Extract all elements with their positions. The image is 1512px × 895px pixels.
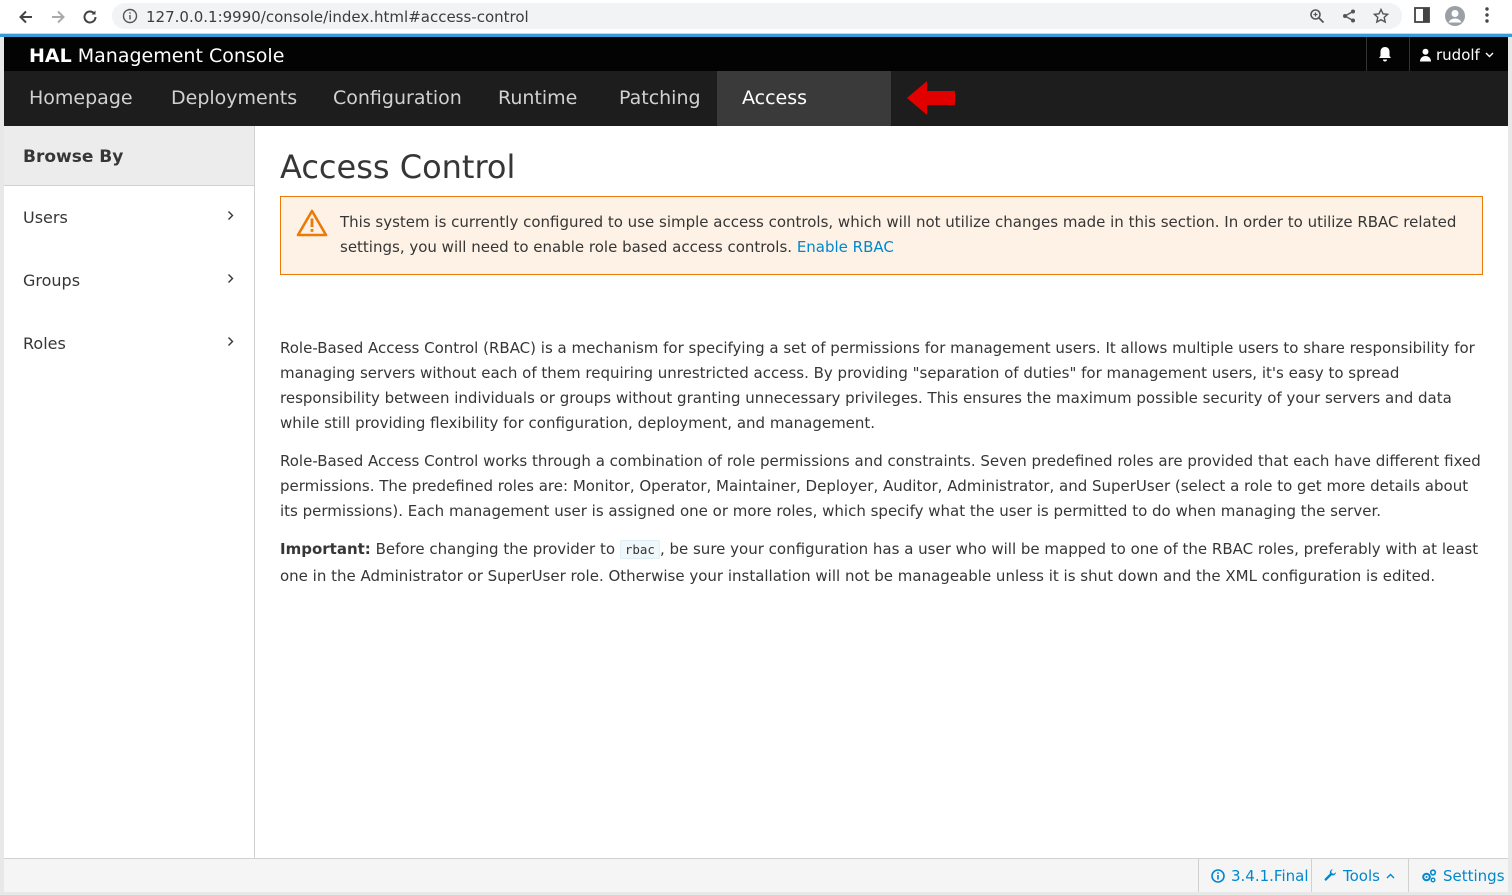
important-label: Important:	[280, 540, 371, 558]
roles-paragraph: Role-Based Access Control works through a combination of role permissions and constraints. Seven predefined roles are provided that each have different fixed permissions. The predefined roles are: Monitor, Operator, Maintainer, Deployer, Auditor, Administrator, and SuperUser (select a role to get more details about its permissions). Each management user is assigned one or more roles, which specify what the user is permitted to do when managing the server.	[280, 452, 1481, 520]
address-bar[interactable]	[112, 3, 1402, 29]
red-arrow-annotation-icon	[905, 79, 957, 117]
important-paragraph	[280, 536, 1483, 590]
chevron-right-icon	[227, 273, 234, 284]
tab-patching[interactable]: Patching	[619, 87, 701, 109]
user-icon	[1420, 48, 1431, 62]
browse-by-sidebar	[4, 126, 255, 858]
chevron-right-icon	[227, 210, 234, 221]
bookmark-star-icon[interactable]	[1373, 8, 1389, 24]
chevron-right-icon	[227, 336, 234, 347]
share-icon[interactable]	[1341, 8, 1357, 24]
tab-access-control[interactable]: Access Control	[717, 71, 891, 126]
enable-rbac-link[interactable]: Enable RBAC	[796, 238, 894, 256]
warning-triangle-icon	[296, 209, 328, 237]
side-panel-icon[interactable]	[1413, 6, 1431, 24]
sidebar-item-roles[interactable]	[4, 312, 254, 375]
gears-icon	[1421, 869, 1437, 883]
important-before: Before changing the provider to	[375, 540, 616, 558]
reload-icon	[81, 8, 99, 26]
hal-console	[4, 37, 1508, 892]
username: rudolf	[1436, 46, 1480, 64]
tab-deployments[interactable]: Deployments	[171, 87, 298, 109]
tools-menu[interactable]	[1311, 859, 1407, 892]
sidebar-item-label: Roles	[23, 334, 66, 353]
zoom-icon[interactable]	[1309, 8, 1325, 24]
intro-paragraph: Role-Based Access Control (RBAC) is a mechanism for specifying a set of permissions for management users. It allows multiple users to share responsibility for managing servers without each of them requiring unrestricted access. By providing "separation of duties" for management users, it's easy to spread responsibility between individuals or groups without granting unnecessary privileges. This ensures the maximum possible security of your servers and data while still providing flexibility for configuration, deployment, and management.	[280, 339, 1475, 432]
chevron-down-icon	[1485, 52, 1494, 58]
notifications-button[interactable]	[1378, 46, 1392, 67]
sidebar-item-label: Users	[23, 208, 68, 227]
reload-button[interactable]	[78, 5, 102, 29]
back-button[interactable]	[14, 5, 38, 29]
brand-rest: Management Console	[77, 45, 285, 67]
sidebar-item-users[interactable]	[4, 186, 254, 249]
header-divider	[1409, 37, 1410, 71]
sidebar-item-groups[interactable]	[4, 249, 254, 312]
tab-homepage[interactable]: Homepage	[29, 87, 133, 109]
version-label: 3.4.1.Final	[1231, 866, 1309, 885]
info-circle-icon	[1211, 869, 1225, 883]
rbac-code: rbac	[620, 540, 660, 559]
profile-avatar-icon[interactable]	[1444, 5, 1466, 27]
forward-button[interactable]	[46, 5, 70, 29]
browser-menu-icon[interactable]	[1480, 6, 1494, 24]
tools-label: Tools	[1343, 866, 1380, 885]
brand-bold: HAL	[29, 45, 72, 67]
forward-arrow-icon	[49, 8, 67, 26]
brand-title[interactable]	[29, 45, 284, 67]
settings-button[interactable]	[1408, 859, 1512, 892]
footer	[4, 858, 1508, 892]
user-menu[interactable]	[1420, 46, 1494, 64]
site-info-icon[interactable]	[122, 8, 138, 24]
url-text: 127.0.0.1:9990/console/index.html#access-control	[146, 8, 529, 26]
tab-configuration[interactable]: Configuration	[333, 87, 462, 109]
alert-text: This system is currently configured to use simple access controls, which will not utilize changes made in this section. In order to utilize RBAC related settings, you will need to enable role based access controls.	[340, 213, 1457, 256]
settings-label: Settings	[1443, 866, 1505, 885]
alert-message	[340, 210, 1462, 260]
back-arrow-icon	[17, 8, 35, 26]
sidebar-item-label: Groups	[23, 271, 81, 290]
important-after: , be sure your configuration has a user who will be mapped to one of the RBAC roles, preferably with at least one in the Administrator or SuperUser role. Otherwise your installation will not be manageable unless it is shut down and the XML configuration is edited.	[280, 540, 1479, 585]
version-button[interactable]	[1198, 859, 1321, 892]
bell-icon	[1378, 46, 1392, 62]
browser-toolbar	[0, 0, 1512, 34]
tab-runtime[interactable]: Runtime	[498, 87, 578, 109]
sidebar-title: Browse By	[4, 126, 254, 186]
chevron-up-icon	[1386, 873, 1395, 879]
warning-alert	[280, 196, 1483, 275]
header-divider	[1366, 37, 1367, 71]
masthead	[4, 37, 1508, 71]
page-title: Access Control	[280, 148, 516, 186]
wrench-icon	[1324, 869, 1337, 882]
